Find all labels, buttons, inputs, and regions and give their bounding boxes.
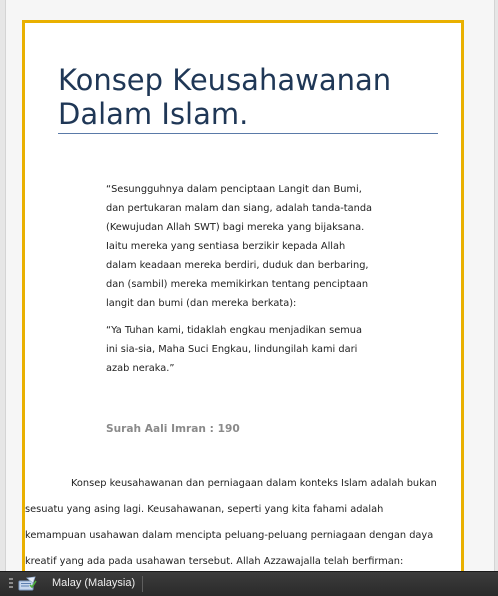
title-underline — [58, 133, 438, 134]
document-title: Konsep Keusahawanan Dalam Islam. — [58, 63, 392, 131]
body-paragraph-text: Konsep keusahawanan dan perniagaan dalam konteks Islam adalah bukan sesuatu yang asing lagi. Keusahawanan, seperti yang kita fahami adalah kemampuan usahawan dalam mencipta peluang-peluang perniagaan dengan daya kreatif yang ada pada usahawan tersebut. Allah Azzawajalla telah berfirman: — [25, 478, 437, 567]
document-page[interactable] — [22, 20, 464, 571]
status-separator — [142, 576, 143, 592]
body-paragraph — [25, 471, 445, 571]
status-bar — [0, 571, 498, 596]
window-frame-right — [494, 0, 498, 571]
quote-paragraph-1: “Sesungguhnya dalam penciptaan Langit dan Bumi, dan pertukaran malam dan siang, adalah tanda-tanda (Kewujudan Allah SWT) bagi mereka yang bijaksana. Iaitu mereka yang sentiasa berzikir kepada Allah dalam keadaan mereka berdiri, duduk dan berbaring, dan (sambil) mereka memikirkan tentang penciptaan langit dan bumi (dan mereka berkata): — [106, 184, 373, 309]
quote-paragraph-2: “Ya Tuhan kami, tidaklah engkau menjadikan semua ini sia-sia, Maha Suci Engkau, lindungilah kami dari azab neraka.” — [106, 325, 363, 374]
quote-source: Surah Aali Imran : 190 — [106, 423, 240, 435]
language-proofing-icon[interactable] — [17, 576, 37, 592]
status-bar-grip — [9, 578, 13, 590]
window-frame-left — [0, 0, 6, 571]
language-status[interactable]: Malay (Malaysia) — [52, 577, 136, 589]
quran-quote — [106, 180, 376, 378]
